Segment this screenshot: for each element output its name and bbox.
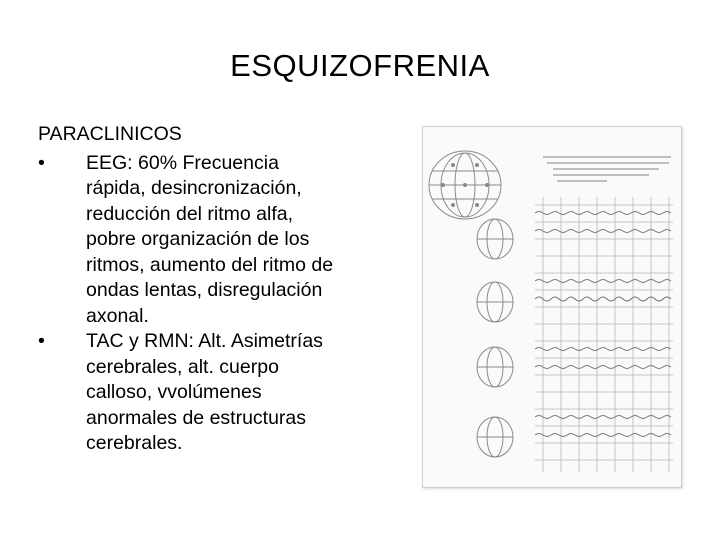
content-body <box>38 122 408 457</box>
eeg-figure-drawing <box>423 127 681 487</box>
section-heading: PARACLINICOS <box>38 123 182 145</box>
bullet-line: axonal. <box>86 304 149 327</box>
slide-title: ESQUIZOFRENIA <box>230 48 490 83</box>
figure-caption-block <box>543 157 671 181</box>
scalp-map-icon <box>477 219 513 457</box>
bullet-tac-rmn <box>38 329 408 457</box>
bullet-line: cerebrales. <box>86 432 183 454</box>
bullet-line: EEG: 60% Frecuencia <box>86 151 279 174</box>
bullet-line: TAC y RMN: Alt. Asimetrías <box>86 330 323 352</box>
scalp-map-icon <box>429 151 501 219</box>
bullet-line: rápida, desincronización, <box>86 177 302 199</box>
bullet-line: pobre organización de los <box>86 228 310 250</box>
bullet-eeg <box>38 151 408 330</box>
bullet-marker: • <box>38 330 45 352</box>
eeg-figure-image <box>422 126 682 488</box>
bullet-list <box>38 151 408 457</box>
bullet-line: anormales de estructuras <box>86 406 307 429</box>
bullet-line: ondas lentas, disregulación <box>86 279 323 301</box>
bullet-line: ritmos, aumento del ritmo de <box>86 253 334 276</box>
bullet-marker: • <box>38 151 45 174</box>
eeg-trace-grid <box>535 197 673 472</box>
bullet-line: cerebrales, alt. cuerpo <box>86 355 279 378</box>
bullet-line: reducción del ritmo alfa, <box>86 202 294 225</box>
bullet-line: calloso, vvolúmenes <box>86 381 262 403</box>
